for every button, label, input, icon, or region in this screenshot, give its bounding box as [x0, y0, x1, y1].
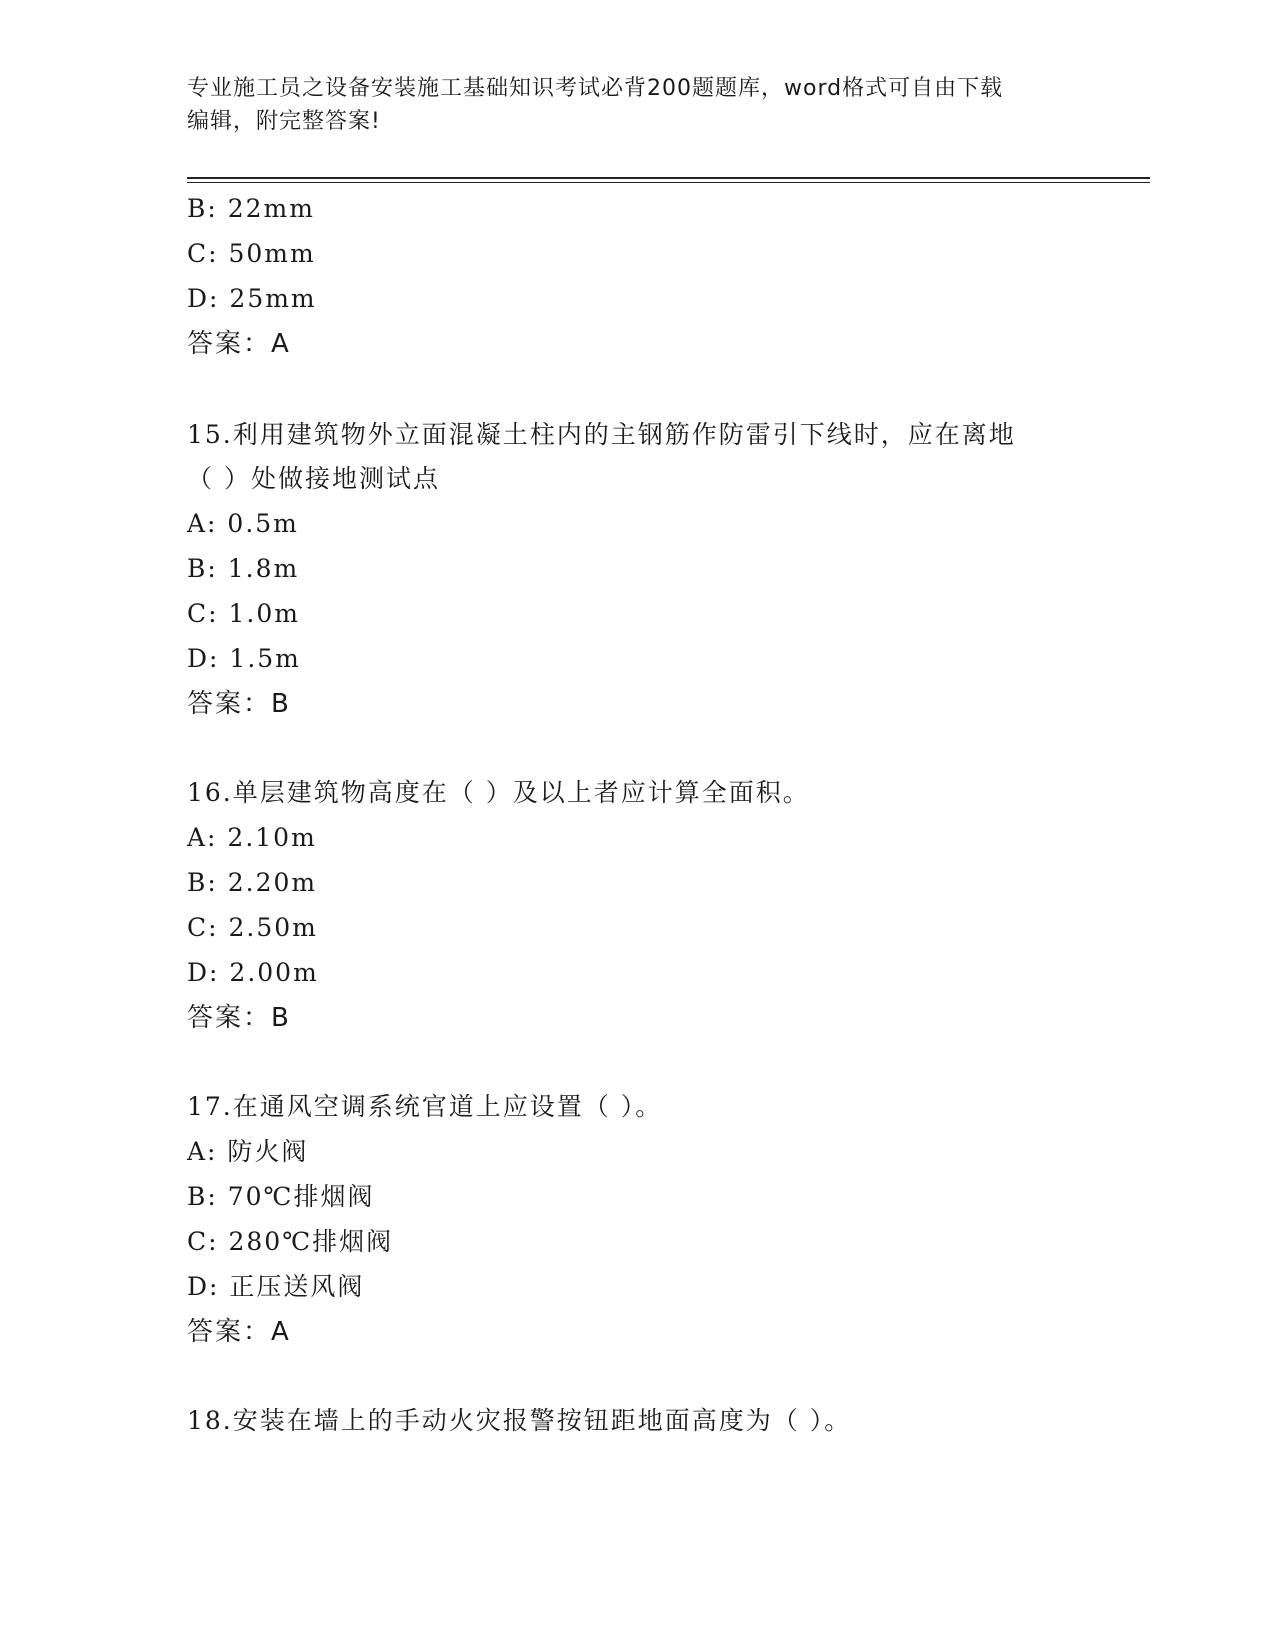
q15-option-a: A: 0.5m — [187, 509, 299, 538]
header-divider-thin — [187, 182, 1150, 183]
q17-option-b: B: 70℃排烟阀 — [187, 1182, 375, 1211]
q16-answer: 答案：B — [187, 1003, 291, 1033]
q14-option-c: C: 50mm — [187, 239, 316, 268]
header-title-line-2: 编辑，附完整答案! — [187, 109, 381, 134]
q16-option-b: B: 2.20m — [187, 868, 318, 897]
q17-answer: 答案：A — [187, 1317, 291, 1347]
q14-answer: 答案：A — [187, 329, 291, 359]
q17-stem: 17.在通风空调系统官道上应设置（ ）。 — [187, 1092, 663, 1121]
q15-option-c: C: 1.0m — [187, 599, 300, 628]
header-title-line-1: 专业施工员之设备安装施工基础知识考试必背200题题库，word格式可自由下载 — [187, 76, 1004, 101]
q15-option-b: B: 1.8m — [187, 554, 300, 583]
q16-option-d: D: 2.00m — [187, 958, 319, 987]
page-header — [187, 72, 1087, 138]
q15-answer: 答案：B — [187, 689, 291, 719]
q15-stem-line-2: （ ）处做接地测试点 — [187, 464, 440, 493]
q16-option-a: A: 2.10m — [187, 823, 317, 852]
q18-stem: 18.安装在墙上的手动火灾报警按钮距地面高度为（ ）。 — [187, 1406, 852, 1435]
q15-option-d: D: 1.5m — [187, 644, 301, 673]
q14-option-d: D: 25mm — [187, 284, 317, 313]
q17-option-c: C: 280℃排烟阀 — [187, 1227, 394, 1256]
q15-stem-line-1: 15.利用建筑物外立面混凝土柱内的主钢筋作防雷引下线时，应在离地 — [187, 420, 1016, 449]
q16-stem: 16.单层建筑物高度在（ ）及以上者应计算全面积。 — [187, 778, 810, 807]
header-divider-thick — [187, 177, 1150, 179]
q16-option-c: C: 2.50m — [187, 913, 318, 942]
q17-option-d: D: 正压送风阀 — [187, 1272, 365, 1301]
q14-option-b: B: 22mm — [187, 194, 315, 223]
q17-option-a: A: 防火阀 — [187, 1137, 309, 1166]
